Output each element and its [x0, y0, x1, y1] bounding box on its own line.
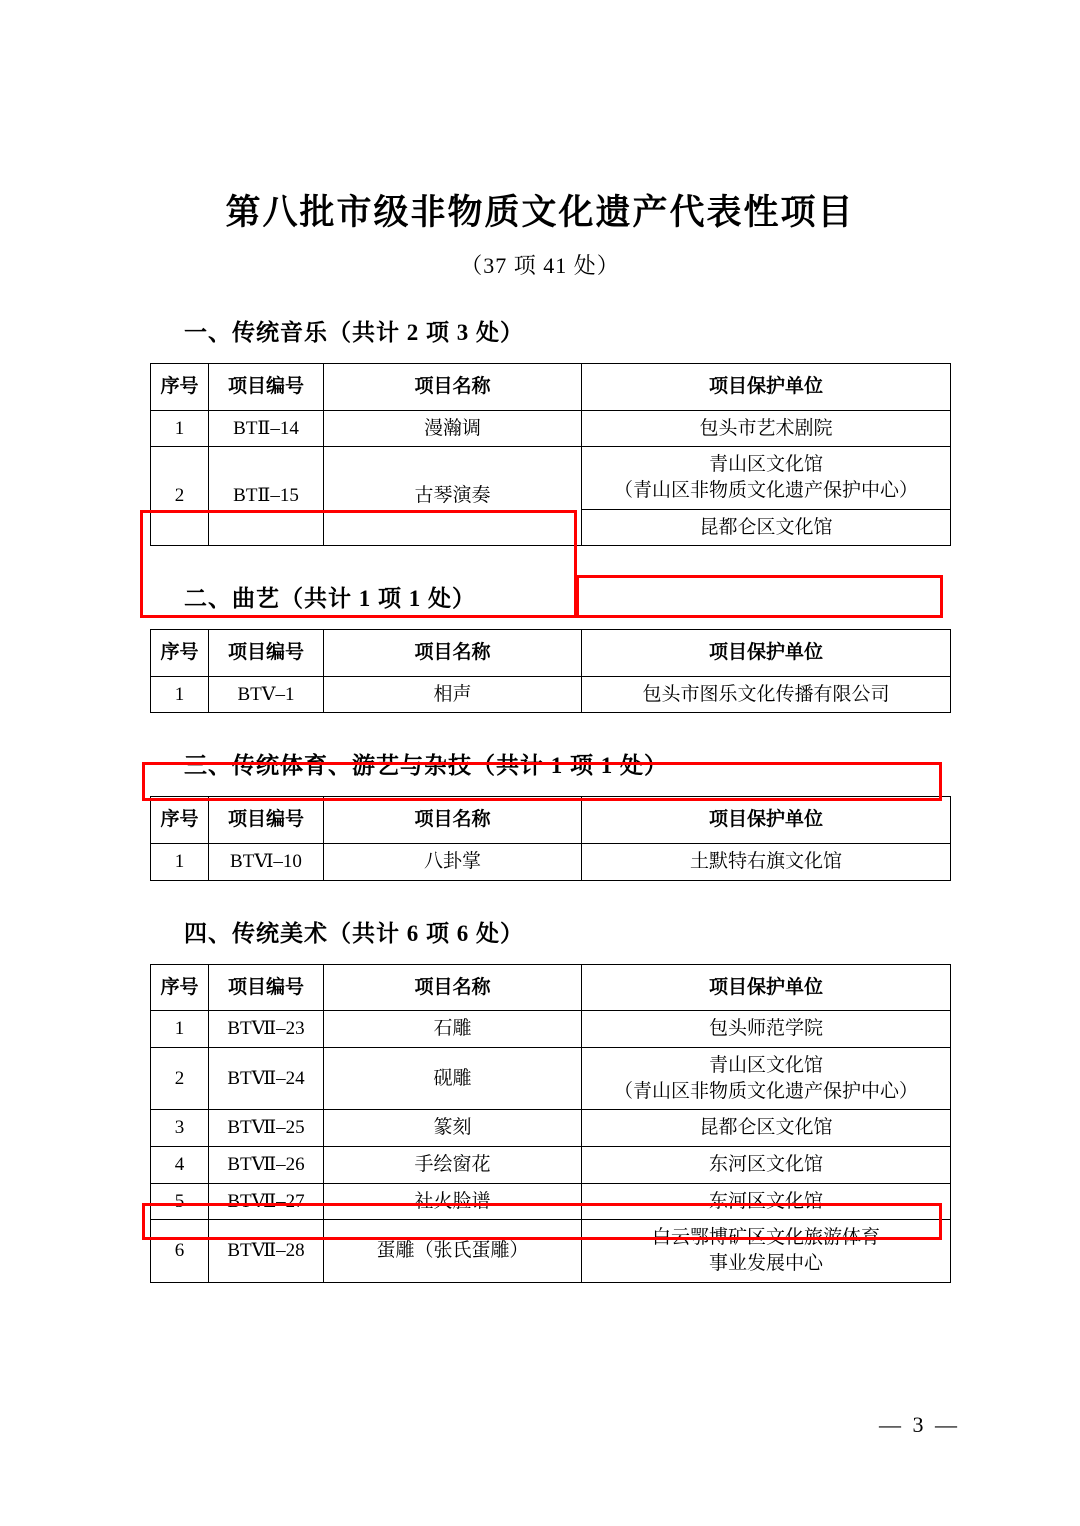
section-heading-traditional-art: 四、传统美术（共计 6 项 6 处） — [184, 920, 524, 946]
cell-seq: 1 — [151, 1011, 209, 1048]
cell-unit: 包头市艺术剧院 — [582, 410, 951, 447]
section-heading-quyi: 二、曲艺（共计 1 项 1 处） — [184, 586, 476, 612]
table-row — [151, 410, 951, 447]
cell-seq: 1 — [151, 676, 209, 713]
cell-name: 漫瀚调 — [324, 410, 582, 447]
cell-name: 手绘窗花 — [324, 1146, 582, 1183]
cell-seq: 2 — [151, 447, 209, 546]
table-row — [151, 844, 951, 881]
column-header-unit: 项目保护单位 — [582, 364, 951, 411]
table-row — [151, 1011, 951, 1048]
cell-unit-line2: 事业发展中心 — [708, 1252, 823, 1274]
column-header-unit: 项目保护单位 — [582, 797, 951, 844]
cell-unit: 包头师范学院 — [582, 1011, 951, 1048]
cell-name: 砚雕 — [324, 1048, 582, 1110]
cell-code: BTⅤ–1 — [209, 676, 324, 713]
cell-name: 八卦掌 — [324, 844, 582, 881]
cell-seq: 2 — [151, 1048, 209, 1110]
section-heading-sports-acrobatics: 三、传统体育、游艺与杂技（共计 1 项 1 处） — [184, 753, 668, 779]
cell-name: 古琴演奏 — [324, 447, 582, 546]
cell-code: BTⅦ–27 — [209, 1183, 324, 1220]
cell-unit: 东河区文化馆 — [582, 1146, 951, 1183]
table-row — [151, 447, 951, 509]
table-row — [151, 1110, 951, 1147]
table-row — [151, 676, 951, 713]
cell-unit-line1: 青山区文化馆 — [708, 1055, 823, 1077]
column-header-code: 项目编号 — [209, 797, 324, 844]
column-header-seq: 序号 — [151, 630, 209, 677]
cell-seq: 5 — [151, 1183, 209, 1220]
table-row — [151, 1183, 951, 1220]
cell-unit-line2: （青山区非物质文化遗产保护中心） — [613, 1080, 918, 1102]
cell-name: 篆刻 — [324, 1110, 582, 1147]
cell-seq: 6 — [151, 1220, 209, 1282]
cell-unit-extra: 昆都仑区文化馆 — [582, 509, 951, 546]
cell-unit: 土默特右旗文化馆 — [582, 844, 951, 881]
cell-name: 石雕 — [324, 1011, 582, 1048]
table-header-row — [151, 797, 951, 844]
cell-seq: 3 — [151, 1110, 209, 1147]
cell-seq: 1 — [151, 844, 209, 881]
page-title: 第八批市级非物质文化遗产代表性项目 — [225, 193, 855, 232]
page-footer-number: — 3 — — [879, 1412, 960, 1437]
column-header-unit: 项目保护单位 — [582, 964, 951, 1011]
cell-code: BTⅡ–14 — [209, 410, 324, 447]
column-header-name: 项目名称 — [324, 364, 582, 411]
table-row — [151, 1220, 951, 1282]
cell-unit-line1: 白云鄂博矿区文化旅游体育 — [651, 1227, 880, 1249]
cell-unit-line2: （青山区非物质文化遗产保护中心） — [613, 479, 918, 501]
cell-name: 蛋雕（张氏蛋雕） — [324, 1220, 582, 1282]
table-row — [151, 1146, 951, 1183]
table-sports-acrobatics — [150, 796, 951, 880]
column-header-name: 项目名称 — [324, 630, 582, 677]
cell-code: BTⅦ–25 — [209, 1110, 324, 1147]
cell-unit-line1: 青山区文化馆 — [708, 454, 823, 476]
cell-code: BTⅦ–23 — [209, 1011, 324, 1048]
cell-unit: 包头市图乐文化传播有限公司 — [582, 676, 951, 713]
column-header-code: 项目编号 — [209, 964, 324, 1011]
cell-unit: 东河区文化馆 — [582, 1183, 951, 1220]
section-heading-traditional-music: 一、传统音乐（共计 2 项 3 处） — [184, 320, 524, 345]
cell-seq: 1 — [151, 410, 209, 447]
table-traditional-music — [150, 363, 951, 546]
column-header-name: 项目名称 — [324, 797, 582, 844]
column-header-name: 项目名称 — [324, 964, 582, 1011]
cell-name: 社火脸谱 — [324, 1183, 582, 1220]
cell-unit — [582, 447, 951, 509]
column-header-code: 项目编号 — [209, 364, 324, 411]
page-subtitle: （37 项 41 处） — [460, 253, 620, 278]
cell-name: 相声 — [324, 676, 582, 713]
table-row — [151, 1048, 951, 1110]
cell-code: BTⅦ–28 — [209, 1220, 324, 1282]
column-header-seq: 序号 — [151, 797, 209, 844]
column-header-code: 项目编号 — [209, 630, 324, 677]
column-header-seq: 序号 — [151, 964, 209, 1011]
cell-seq: 4 — [151, 1146, 209, 1183]
cell-code: BTⅦ–26 — [209, 1146, 324, 1183]
column-header-unit: 项目保护单位 — [582, 630, 951, 677]
cell-code: BTⅦ–24 — [209, 1048, 324, 1110]
column-header-seq: 序号 — [151, 364, 209, 411]
table-quyi — [150, 629, 951, 713]
cell-code: BTⅥ–10 — [209, 844, 324, 881]
cell-unit — [582, 1220, 951, 1282]
cell-unit: 昆都仑区文化馆 — [582, 1110, 951, 1147]
cell-unit — [582, 1048, 951, 1110]
table-header-row — [151, 964, 951, 1011]
table-header-row — [151, 364, 951, 411]
table-traditional-art — [150, 964, 951, 1283]
table-header-row — [151, 630, 951, 677]
cell-code: BTⅡ–15 — [209, 447, 324, 546]
